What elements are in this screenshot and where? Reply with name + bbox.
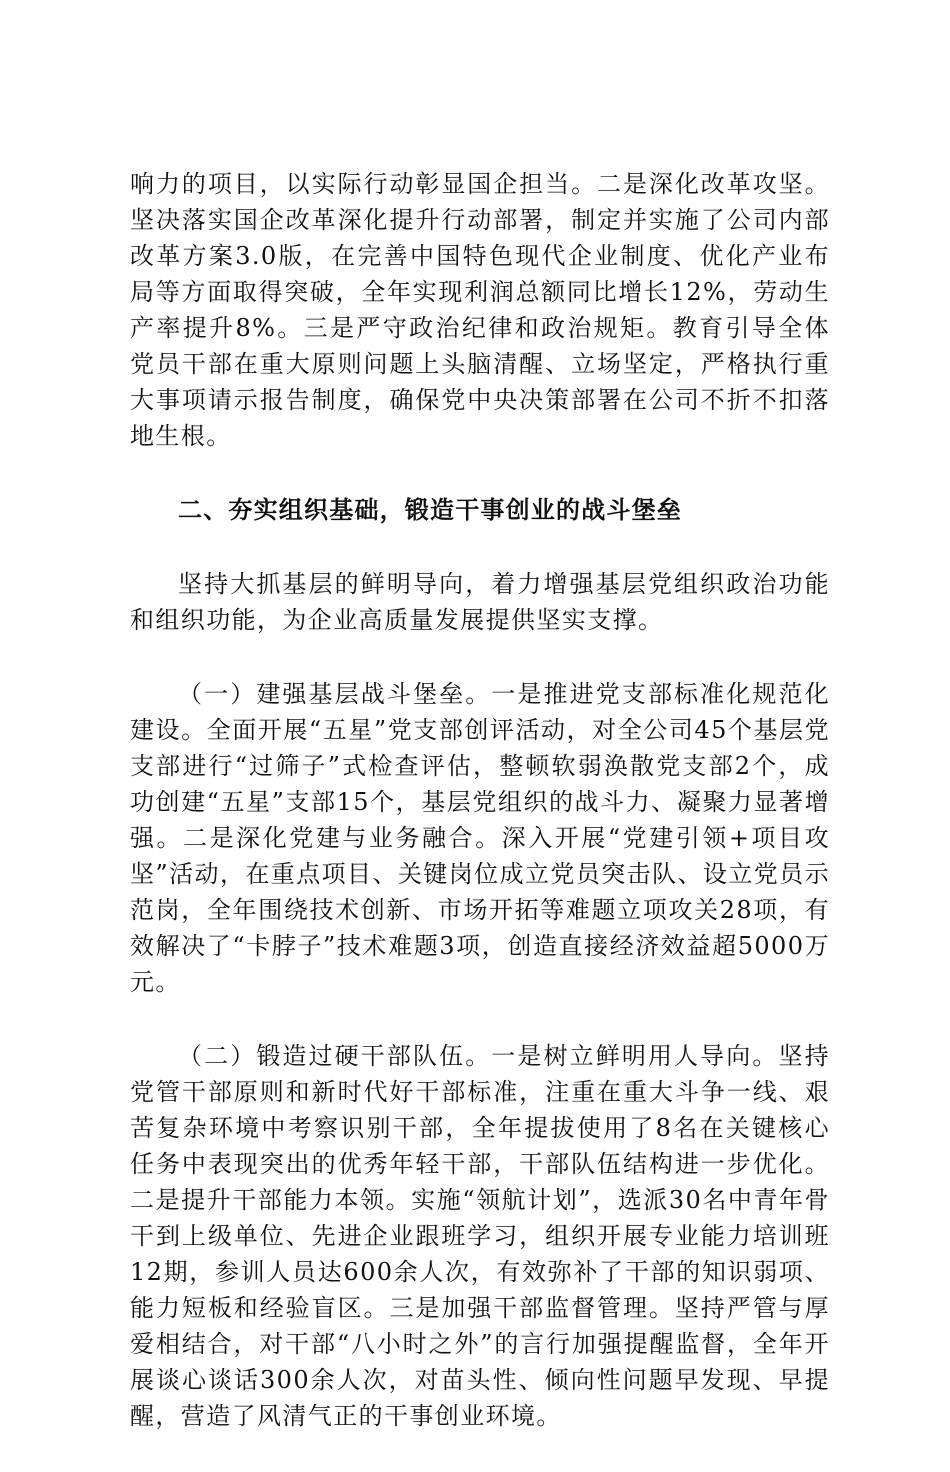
body-paragraph-continued: 响力的项目，以实际行动彰显国企担当。二是深化改革攻坚。坚决落实国企改革深化提升行动部署，制定并实施了公司内部改革方案3.0版，在完善中国特色现代企业制度、优化产业布局等方面取得突破，全年实现利润总额同比增长12%，劳动生产率提升8%。三是严守政治纪律和政治规矩。教育引导全体党员干部在重大原则问题上头脑清醒、立场坚定，严格执行重大事项请示报告制度，确保党中央决策部署在公司不折不扣落地生根。 — [130, 170, 830, 450]
section-intro-paragraph: 坚持大抓基层的鲜明导向，着力增强基层党组织政治功能和组织功能，为企业高质量发展提供坚实支撑。 — [130, 570, 830, 634]
document-body — [130, 166, 830, 1472]
subsection-paragraph-1: （一）建强基层战斗堡垒。一是推进党支部标准化规范化建设。全面开展“五星”党支部创评活动，对全公司45个基层党支部进行“过筛子”式检查评估，整顿软弱涣散党支部2个，成功创建“五星”支部15个，基层党组织的战斗力、凝聚力显著增强。二是深化党建与业务融合。深入开展“党建引领+项目攻坚”活动，在重点项目、关键岗位成立党员突击队、设立党员示范岗，全年围绕技术创新、市场开拓等难题立项攻关28项，有效解决了“卡脖子”技术难题3项，创造直接经济效益超5000万元。 — [130, 680, 830, 996]
subsection-paragraph-2: （二）锻造过硬干部队伍。一是树立鲜明用人导向。坚持党管干部原则和新时代好干部标准，注重在重大斗争一线、艰苦复杂环境中考察识别干部，全年提拔使用了8名在关键核心任务中表现突出的优秀年轻干部，干部队伍结构进一步优化。二是提升干部能力本领。实施“领航计划”，选派30名中青年骨干到上级单位、先进企业跟班学习，组织开展专业能力培训班12期，参训人员达600余人次，有效弥补了干部的知识弱项、能力短板和经验盲区。三是加强干部监督管理。坚持严管与厚爱相结合，对干部“八小时之外”的言行加强提醒监督，全年开展谈心谈话300余人次，对苗头性、倾向性问题早发现、早提醒，营造了风清气正的干事创业环境。 — [130, 1042, 830, 1430]
section-heading: 二、夯实组织基础，锻造干事创业的战斗堡垒 — [178, 496, 682, 524]
